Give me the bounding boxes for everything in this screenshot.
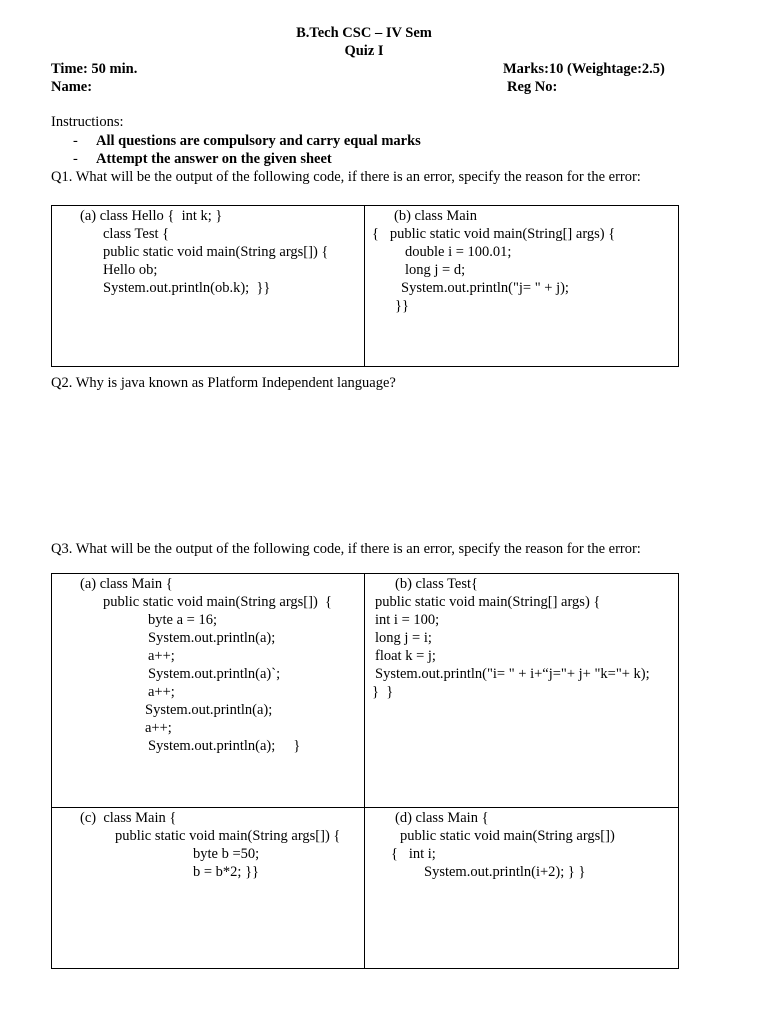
q3c-line: public static void main(String args[]) { <box>115 828 341 844</box>
bullet-dash: - <box>73 133 78 149</box>
q3d-line: { int i; <box>391 846 436 862</box>
q3c-line: (c) class Main { <box>80 810 177 826</box>
q3a-line: a++; <box>148 648 175 664</box>
q1a-line: Hello ob; <box>103 262 158 278</box>
q1b-line: }} <box>395 298 409 314</box>
q3d-line: System.out.println(i+2); } } <box>424 864 586 880</box>
q3b-line: long j = i; <box>375 630 432 646</box>
q1a-line: System.out.println(ob.k); }} <box>103 280 271 296</box>
q3d-line: (d) class Main { <box>395 810 489 826</box>
q2-question: Q2. Why is java known as Platform Independent language? <box>51 375 396 391</box>
q1b-line: System.out.println("j= " + j); <box>401 280 569 296</box>
q3a-line: a++; <box>145 720 172 736</box>
q3b-line: int i = 100; <box>375 612 440 628</box>
q3b-line: public static void main(String[] args) { <box>375 594 601 610</box>
q3-vertical-divider <box>364 573 365 969</box>
q3b-line: System.out.println("i= " + i+“j="+ j+ "k="+ k); <box>375 666 650 682</box>
q3-question: Q3. What will be the output of the following code, if there is an error, specify the reason for the error: <box>51 541 641 557</box>
q1-divider <box>364 205 365 367</box>
name-label: Name: <box>51 79 93 95</box>
q1b-line: double i = 100.01; <box>405 244 512 260</box>
time-label: Time: 50 min. <box>51 61 138 77</box>
q1-question: Q1. What will be the output of the following code, if there is an error, specify the reason for the error: <box>51 169 641 185</box>
q1b-line: { public static void main(String[] args) { <box>372 226 616 242</box>
q3c-line: byte b =50; <box>193 846 260 862</box>
q3a-line: System.out.println(a); <box>145 702 273 718</box>
q3a-line: (a) class Main { <box>80 576 173 592</box>
instructions-title: Instructions: <box>51 114 124 130</box>
q3a-line: System.out.println(a)`; <box>148 666 281 682</box>
marks-label: Marks:10 (Weightage:2.5) <box>503 61 665 77</box>
q3a-line: byte a = 16; <box>148 612 217 628</box>
q3d-line: public static void main(String args[]) <box>400 828 615 844</box>
q3a-line: public static void main(String args[]) { <box>103 594 332 610</box>
q1a-line: class Test { <box>103 226 170 242</box>
q3a-line: System.out.println(a); <box>148 630 276 646</box>
q3c-line: b = b*2; }} <box>193 864 260 880</box>
quiz-title: Quiz I <box>344 43 384 59</box>
q1a-line: (a) class Hello { int k; } <box>80 208 223 224</box>
instruction-item: Attempt the answer on the given sheet <box>96 151 332 167</box>
instruction-item: All questions are compulsory and carry equal marks <box>96 133 421 149</box>
reg-no-label: Reg No: <box>507 79 558 95</box>
q3b-line: } } <box>372 684 394 700</box>
q3b-line: float k = j; <box>375 648 436 664</box>
q3a-line: System.out.println(a); } <box>148 738 301 754</box>
q1a-line: public static void main(String args[]) { <box>103 244 329 260</box>
q1b-line: long j = d; <box>405 262 466 278</box>
course-title: B.Tech CSC – IV Sem <box>296 25 432 41</box>
q3b-line: (b) class Test{ <box>395 576 478 592</box>
q3-table <box>51 573 679 969</box>
q1b-line: (b) class Main <box>394 208 477 224</box>
q3-horizontal-divider <box>51 807 679 808</box>
q3a-line: a++; <box>148 684 175 700</box>
bullet-dash: - <box>73 151 78 167</box>
